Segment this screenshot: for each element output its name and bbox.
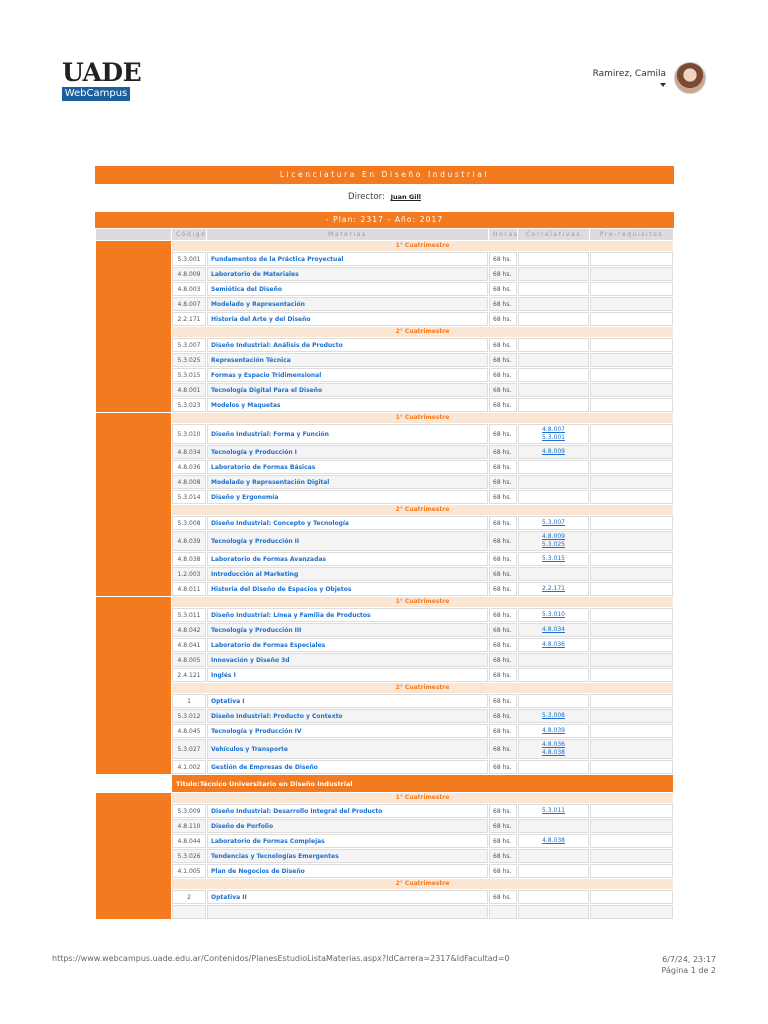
prerequisitos-cell (590, 864, 673, 878)
subject-name[interactable]: Optativa I (207, 694, 488, 708)
correlativas-cell (518, 398, 589, 412)
subject-row (96, 694, 673, 708)
subject-code: 5.3.026 (172, 849, 206, 863)
prerequisitos-cell (590, 905, 673, 919)
subject-code: 4.8.036 (172, 460, 206, 474)
subject-hours: 68 hs. (489, 668, 517, 682)
correlativas-cell (518, 694, 589, 708)
subject-hours: 68 hs. (489, 552, 517, 566)
subject-name[interactable]: Historia del Arte y del Diseño (207, 312, 488, 326)
subject-row (96, 445, 673, 459)
prerequisitos-cell (590, 724, 673, 738)
correlativas-cell (518, 338, 589, 352)
correlativas-cell (518, 312, 589, 326)
subject-hours: 68 hs. (489, 694, 517, 708)
year-number: 3 (116, 672, 130, 694)
subject-code: 5.3.012 (172, 709, 206, 723)
subject-name[interactable]: Tecnología y Producción III (207, 623, 488, 637)
subject-code: 4.8.005 (172, 653, 206, 667)
subject-code: 4.8.045 (172, 724, 206, 738)
correlativa-link[interactable]: 5.3.008 (542, 712, 565, 719)
subject-name[interactable]: Laboratorio de Formas Avanzadas (207, 552, 488, 566)
subject-row (96, 834, 673, 848)
prerequisitos-cell (590, 694, 673, 708)
subject-code: 4.1.002 (172, 760, 206, 774)
cuatrimestre-label: 2° Cuatrimestre (172, 879, 673, 889)
subject-code: 5.3.007 (172, 338, 206, 352)
prerequisitos-cell (590, 709, 673, 723)
subject-row (96, 638, 673, 652)
subject-hours: 68 hs. (489, 834, 517, 848)
footer-url: https://www.webcampus.uade.edu.ar/Contenidos/PlanesEstudioListaMaterias.aspx?IdCarrera=2317&IdFacultad=0 (52, 954, 510, 963)
subject-name[interactable] (207, 905, 488, 919)
prerequisitos-cell (590, 282, 673, 296)
prerequisitos-cell (590, 398, 673, 412)
subject-hours: 68 hs. (489, 653, 517, 667)
footer-page: Página 1 de 2 (661, 966, 716, 975)
correlativas-cell (518, 252, 589, 266)
cuatrimestre-row (96, 327, 673, 337)
cuatrimestre-row (96, 241, 673, 251)
subject-hours: 68 hs. (489, 368, 517, 382)
cuatrimestre-label: 2° Cuatrimestre (172, 505, 673, 515)
subject-code: 4.8.042 (172, 623, 206, 637)
subject-row (96, 424, 673, 444)
cuatrimestre-row (96, 413, 673, 423)
subject-hours: 68 hs. (489, 424, 517, 444)
subject-row (96, 338, 673, 352)
subject-row (96, 353, 673, 367)
subject-row (96, 864, 673, 878)
subject-name[interactable]: Laboratorio de Formas Básicas (207, 460, 488, 474)
plan-title: - Plan: 2317 - Año: 2017 (95, 212, 674, 228)
subject-hours: 68 hs. (489, 638, 517, 652)
subject-code: 4.8.011 (172, 582, 206, 596)
titulo-row (96, 775, 673, 792)
logo-subtitle: WebCampus (62, 87, 130, 101)
subject-hours: 68 hs. (489, 567, 517, 581)
correlativas-cell (518, 368, 589, 382)
correlativas-cell (518, 460, 589, 474)
subject-name[interactable]: Diseño Industrial: Forma y Función (207, 424, 488, 444)
correlativa-link[interactable]: 2.2.171 (542, 585, 565, 592)
prerequisitos-cell (590, 312, 673, 326)
correlativas-cell (518, 819, 589, 833)
correlativa-link[interactable]: 4.8.009 (542, 533, 565, 540)
subject-code: 4.8.034 (172, 445, 206, 459)
column-header: Pre-requisitos (590, 229, 673, 240)
subject-row (96, 760, 673, 774)
subject-name[interactable]: Diseño Industrial: Línea y Familia de Productos (207, 608, 488, 622)
cuatrimestre-row (96, 683, 673, 693)
subject-hours: 68 hs. (489, 338, 517, 352)
prerequisitos-cell (590, 552, 673, 566)
subject-row (96, 623, 673, 637)
subject-row (96, 475, 673, 489)
subject-name[interactable]: Diseño Industrial: Desarrollo Integral del Producto (207, 804, 488, 818)
prerequisitos-cell (590, 531, 673, 551)
correlativas-cell (518, 490, 589, 504)
subject-code: 4.8.041 (172, 638, 206, 652)
correlativas-cell (518, 739, 589, 759)
subject-name[interactable]: Laboratorio de Formas Complejas (207, 834, 488, 848)
subject-code: 5.3.008 (172, 516, 206, 530)
correlativas-cell (518, 445, 589, 459)
subject-hours (489, 905, 517, 919)
prerequisitos-cell (590, 804, 673, 818)
cuatrimestre-row (96, 793, 673, 803)
cuatrimestre-row (96, 597, 673, 607)
prerequisitos-cell (590, 353, 673, 367)
subject-name[interactable]: Modelos y Maquetas (207, 398, 488, 412)
subject-row (96, 490, 673, 504)
subject-row (96, 312, 673, 326)
prerequisitos-cell (590, 739, 673, 759)
cuatrimestre-label: 1° Cuatrimestre (172, 241, 673, 251)
year-number: 2 (116, 491, 130, 513)
subject-hours: 68 hs. (489, 849, 517, 863)
subject-name[interactable]: Laboratorio de Formas Especiales (207, 638, 488, 652)
correlativas-cell (518, 552, 589, 566)
header-blank (96, 229, 171, 240)
footer-date: 6/7/24, 23:17 (662, 955, 716, 964)
subject-code: 2.4.121 (172, 668, 206, 682)
subject-code: 4.8.038 (172, 552, 206, 566)
subject-row (96, 739, 673, 759)
subject-name[interactable]: Historia del Diseño de Espacios y Objetos (207, 582, 488, 596)
subject-row (96, 552, 673, 566)
correlativa-link[interactable]: 5.3.015 (542, 555, 565, 562)
subject-hours: 68 hs. (489, 739, 517, 759)
prerequisitos-cell (590, 297, 673, 311)
subject-hours: 68 hs. (489, 383, 517, 397)
subject-code: 4.8.009 (172, 267, 206, 281)
correlativa-link[interactable]: 4.8.036 (542, 641, 565, 648)
subject-name[interactable]: Diseño de Porfolio (207, 819, 488, 833)
correlativas-cell (518, 531, 589, 551)
prerequisitos-cell (590, 383, 673, 397)
subject-row (96, 460, 673, 474)
subject-hours: 68 hs. (489, 398, 517, 412)
cuatrimestre-row (96, 879, 673, 889)
user-name: Ramirez, Camila (592, 69, 666, 79)
subject-name[interactable]: Optativa II (207, 890, 488, 904)
subject-name[interactable]: Tendencias y Tecnologías Emergentes (207, 849, 488, 863)
subject-row (96, 368, 673, 382)
subject-row (96, 582, 673, 596)
prerequisitos-cell (590, 760, 673, 774)
subject-hours: 68 hs. (489, 890, 517, 904)
correlativas-cell (518, 353, 589, 367)
logo-text: UADE (62, 58, 142, 87)
subject-name[interactable]: Tecnología Digital Para el Diseño (207, 383, 488, 397)
prerequisitos-cell (590, 819, 673, 833)
uade-logo[interactable] (62, 58, 142, 101)
subject-code: 4.8.001 (172, 383, 206, 397)
subject-name[interactable]: Laboratorio de Materiales (207, 267, 488, 281)
prerequisitos-cell (590, 890, 673, 904)
year-cell (96, 793, 171, 919)
subject-row (96, 516, 673, 530)
subject-name[interactable]: Tecnología y Producción II (207, 531, 488, 551)
subject-name[interactable]: Diseño Industrial: Concepto y Tecnología (207, 516, 488, 530)
subject-code: 5.3.010 (172, 424, 206, 444)
column-header: Código (172, 229, 206, 240)
subject-code: 5.3.014 (172, 490, 206, 504)
subject-hours: 68 hs. (489, 445, 517, 459)
correlativa-link[interactable]: 5.3.010 (542, 611, 565, 618)
prerequisitos-cell (590, 338, 673, 352)
subject-row (96, 608, 673, 622)
prerequisitos-cell (590, 490, 673, 504)
subject-name[interactable]: Diseño Industrial: Análisis de Producto (207, 338, 488, 352)
director-link[interactable]: Juan Gill (390, 193, 421, 201)
correlativa-link[interactable]: 5.3.007 (542, 519, 565, 526)
correlativas-cell (518, 849, 589, 863)
subject-name[interactable]: Vehículos y Transporte (207, 739, 488, 759)
subject-hours: 68 hs. (489, 608, 517, 622)
correlativa-link[interactable]: 5.3.011 (542, 807, 565, 814)
correlativas-cell (518, 668, 589, 682)
year-label: ° Año (129, 501, 151, 510)
correlativa-link[interactable]: 4.8.038 (542, 749, 565, 756)
correlativas-cell (518, 890, 589, 904)
subject-hours: 68 hs. (489, 490, 517, 504)
prerequisitos-cell (590, 445, 673, 459)
subject-name[interactable]: Introducción al Marketing (207, 567, 488, 581)
column-header: Horas (489, 229, 517, 240)
subject-hours: 68 hs. (489, 252, 517, 266)
correlativas-cell (518, 834, 589, 848)
column-header: Materias (207, 229, 488, 240)
prerequisitos-cell (590, 608, 673, 622)
subject-name[interactable]: Formas y Espacio Tridimensional (207, 368, 488, 382)
subject-code: 5.3.015 (172, 368, 206, 382)
avatar[interactable] (674, 62, 706, 94)
chevron-down-icon[interactable] (660, 83, 666, 87)
subject-hours: 68 hs. (489, 353, 517, 367)
cuatrimestre-label: 1° Cuatrimestre (172, 793, 673, 803)
subject-hours: 68 hs. (489, 475, 517, 489)
cuatrimestre-label: 2° Cuatrimestre (172, 683, 673, 693)
director-label: Director: (348, 192, 385, 202)
year-cell (96, 413, 171, 596)
subject-name[interactable]: Fundamentos de la Práctica Proyectual (207, 252, 488, 266)
correlativas-cell (518, 282, 589, 296)
prerequisitos-cell (590, 368, 673, 382)
study-plan (95, 166, 674, 920)
year-number: 4 (116, 843, 130, 864)
subject-row (96, 709, 673, 723)
correlativas-cell (518, 475, 589, 489)
subject-row (96, 668, 673, 682)
subject-hours: 68 hs. (489, 623, 517, 637)
subject-name[interactable]: Modelado y Representación Digital (207, 475, 488, 489)
subject-name[interactable]: Inglés I (207, 668, 488, 682)
subject-code: 4.8.008 (172, 475, 206, 489)
subject-hours: 68 hs. (489, 312, 517, 326)
prerequisitos-cell (590, 653, 673, 667)
subject-code: 4.1.005 (172, 864, 206, 878)
correlativa-link[interactable]: 4.8.039 (542, 727, 565, 734)
subject-code: 4.8.110 (172, 819, 206, 833)
prerequisitos-cell (590, 475, 673, 489)
correlativa-link[interactable]: 4.8.009 (542, 448, 565, 455)
correlativas-cell (518, 567, 589, 581)
subject-row (96, 567, 673, 581)
correlativa-link[interactable]: 5.3.001 (542, 434, 565, 441)
subject-code: 5.3.001 (172, 252, 206, 266)
subject-code: 4.8.003 (172, 282, 206, 296)
subject-row (96, 282, 673, 296)
titulo-spacer (96, 775, 171, 792)
career-title: Licenciatura En Diseño Industrial (95, 166, 674, 184)
subject-code: 2 (172, 890, 206, 904)
titulo-label: Titulo:Técnico Universitario en Diseño Industrial (172, 775, 673, 792)
correlativas-cell (518, 623, 589, 637)
correlativa-link[interactable]: 4.8.007 (542, 426, 565, 433)
year-cell (96, 597, 171, 774)
subject-row (96, 531, 673, 551)
subject-name[interactable]: Semiótica del Diseño (207, 282, 488, 296)
cuatrimestre-row (96, 505, 673, 515)
user-menu[interactable] (593, 62, 706, 94)
year-cell (96, 241, 171, 412)
prerequisitos-cell (590, 834, 673, 848)
subject-hours: 68 hs. (489, 760, 517, 774)
subject-code: 1.2.003 (172, 567, 206, 581)
subject-hours: 68 hs. (489, 297, 517, 311)
prerequisitos-cell (590, 460, 673, 474)
subject-code: 4.8.007 (172, 297, 206, 311)
prerequisitos-cell (590, 668, 673, 682)
subject-name[interactable]: Diseño y Ergonomía (207, 490, 488, 504)
year-label: ° Año (129, 853, 151, 861)
subject-row (96, 267, 673, 281)
correlativas-cell (518, 864, 589, 878)
subject-hours: 68 hs. (489, 804, 517, 818)
correlativas-cell (518, 383, 589, 397)
subject-code: 4.8.044 (172, 834, 206, 848)
correlativa-link[interactable]: 4.8.034 (542, 626, 565, 633)
subject-hours: 68 hs. (489, 460, 517, 474)
prerequisitos-cell (590, 424, 673, 444)
year-number: 1 (116, 313, 130, 335)
subject-row (96, 724, 673, 738)
subject-code: 2.2.171 (172, 312, 206, 326)
correlativa-link[interactable]: 5.3.025 (542, 541, 565, 548)
correlativas-cell (518, 297, 589, 311)
prerequisitos-cell (590, 267, 673, 281)
prerequisitos-cell (590, 638, 673, 652)
correlativa-link[interactable]: 4.8.038 (542, 837, 565, 844)
director-line (95, 184, 674, 210)
subject-name[interactable]: Tecnología y Producción I (207, 445, 488, 459)
correlativas-cell (518, 516, 589, 530)
subject-row (96, 804, 673, 818)
subject-name[interactable]: Gestión de Empresas de Diseño (207, 760, 488, 774)
cuatrimestre-label: 1° Cuatrimestre (172, 597, 673, 607)
correlativas-cell (518, 424, 589, 444)
correlativas-cell (518, 905, 589, 919)
cuatrimestre-label: 2° Cuatrimestre (172, 327, 673, 337)
correlativa-link[interactable]: 4.8.036 (542, 741, 565, 748)
subject-code: 4.8.039 (172, 531, 206, 551)
prerequisitos-cell (590, 849, 673, 863)
subject-name[interactable]: Modelado y Representación (207, 297, 488, 311)
subject-row (96, 252, 673, 266)
subject-hours: 68 hs. (489, 282, 517, 296)
subject-hours: 68 hs. (489, 864, 517, 878)
column-header-row (96, 229, 673, 240)
prerequisitos-cell (590, 516, 673, 530)
subject-hours: 68 hs. (489, 582, 517, 596)
subject-hours: 68 hs. (489, 709, 517, 723)
year-label: ° Año (129, 323, 151, 332)
subject-code: 5.3.009 (172, 804, 206, 818)
prerequisitos-cell (590, 252, 673, 266)
subject-code: 5.3.011 (172, 608, 206, 622)
subject-row (96, 819, 673, 833)
correlativas-cell (518, 804, 589, 818)
subject-row (96, 653, 673, 667)
subject-hours: 68 hs. (489, 531, 517, 551)
subject-row (96, 890, 673, 904)
prerequisitos-cell (590, 567, 673, 581)
prerequisitos-cell (590, 582, 673, 596)
subject-code (172, 905, 206, 919)
subject-code: 5.3.025 (172, 353, 206, 367)
column-header: Correlativas (518, 229, 589, 240)
subject-code: 5.3.023 (172, 398, 206, 412)
subject-name[interactable]: Innovación y Diseño 3d (207, 653, 488, 667)
correlativas-cell (518, 760, 589, 774)
subject-hours: 68 hs. (489, 516, 517, 530)
subject-name[interactable]: Representación Técnica (207, 353, 488, 367)
subject-hours: 68 hs. (489, 267, 517, 281)
correlativas-cell (518, 724, 589, 738)
prerequisitos-cell (590, 623, 673, 637)
cuatrimestre-label: 1° Cuatrimestre (172, 413, 673, 423)
correlativas-cell (518, 267, 589, 281)
subject-row (96, 905, 673, 919)
correlativas-cell (518, 638, 589, 652)
subject-name[interactable]: Plan de Negocios de Diseño (207, 864, 488, 878)
correlativas-cell (518, 653, 589, 667)
correlativas-cell (518, 709, 589, 723)
correlativas-cell (518, 582, 589, 596)
subjects-table (95, 228, 674, 920)
subject-name[interactable]: Diseño Industrial: Producto y Contexto (207, 709, 488, 723)
subject-row (96, 297, 673, 311)
correlativas-cell (518, 608, 589, 622)
subject-row (96, 398, 673, 412)
subject-hours: 68 hs. (489, 819, 517, 833)
subject-row (96, 383, 673, 397)
subject-code: 5.3.027 (172, 739, 206, 759)
footer-date-block (662, 954, 716, 976)
subject-name[interactable]: Tecnología y Producción IV (207, 724, 488, 738)
year-label: ° Año (129, 682, 151, 691)
subject-code: 1 (172, 694, 206, 708)
subject-row (96, 849, 673, 863)
subject-hours: 68 hs. (489, 724, 517, 738)
